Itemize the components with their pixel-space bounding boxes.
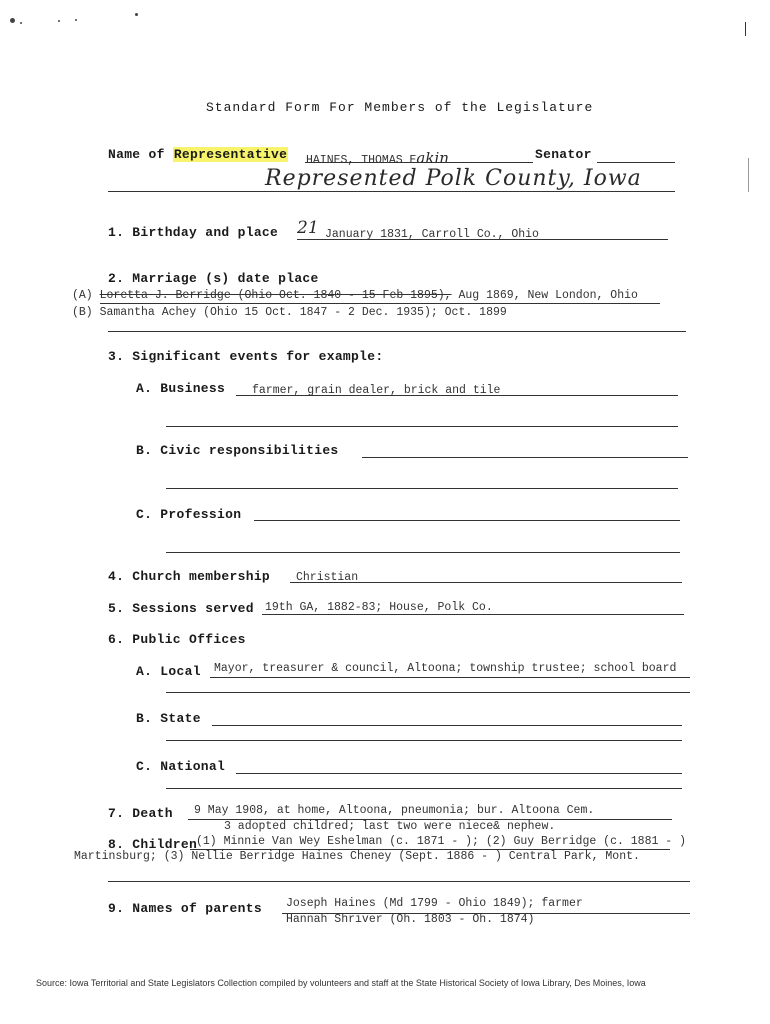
sessions-value: 19th GA, 1882-83; House, Polk Co. — [265, 601, 493, 614]
scan-speck — [10, 18, 15, 23]
profession-line-2 — [166, 552, 680, 553]
offices-label: 6. Public Offices — [108, 632, 246, 647]
scan-speck — [58, 20, 60, 22]
state-line — [212, 725, 682, 726]
sessions-label: 5. Sessions served — [108, 601, 254, 616]
national-label: C. National — [136, 759, 226, 774]
civic-line-2 — [166, 488, 678, 489]
events-label: 3. Significant events for example: — [108, 349, 384, 364]
name-handwritten: akin — [416, 149, 449, 167]
marriage-b: (B) Samantha Achey (Ohio 15 Oct. 1847 - 2 Dec. 1935); Oct. 1899 — [72, 306, 507, 319]
business-line — [236, 395, 678, 396]
marriage-label: 2. Marriage (s) date place — [108, 271, 319, 286]
death-label: 7. Death — [108, 806, 173, 821]
representative-highlight: Representative — [173, 147, 288, 162]
birthday-label: 1. Birthday and place — [108, 225, 279, 240]
birthday-line — [297, 239, 668, 240]
business-line-2 — [166, 426, 678, 427]
parents-label: 9. Names of parents — [108, 901, 262, 916]
father-value: Joseph Haines (Md 1799 - Ohio 1849); farmer — [286, 897, 583, 910]
note-line — [108, 191, 675, 192]
national-line-2 — [166, 788, 682, 789]
profession-line — [254, 520, 680, 521]
national-line — [236, 773, 682, 774]
civic-label: B. Civic responsibilities — [136, 443, 339, 458]
children-line-2 — [108, 881, 690, 882]
civic-line — [362, 457, 688, 458]
business-label: A. Business — [136, 381, 226, 396]
children-value: (1) Minnie Van Wey Eshelman (c. 1871 - ); (2) Guy Berridge (c. 1881 - ) — [196, 835, 686, 848]
children-value-2: Martinsburg; (3) Nellie Berridge Haines Cheney (Sept. 1886 - ) Central Park, Mont. — [74, 850, 640, 863]
local-line — [210, 677, 690, 678]
marriage-a-line — [100, 303, 660, 304]
edge-mark — [745, 22, 746, 36]
name-line — [305, 162, 533, 163]
mother-value: Hannah Shriver (Oh. 1803 - Oh. 1874) — [286, 913, 535, 926]
local-line-2 — [166, 692, 690, 693]
marriage-a — [72, 289, 638, 302]
children-label: 8. Children — [108, 837, 198, 852]
source-footer: Source: Iowa Territorial and State Legislators Collection compiled by volunteers and staff at the State Historical Society of Iowa Library, Des Moines, Iowa — [36, 978, 646, 988]
marriage-a-value: Aug 1869, New London, Ohio — [451, 289, 638, 302]
state-label: B. State — [136, 711, 201, 726]
profession-label: C. Profession — [136, 507, 242, 522]
scan-speck — [75, 19, 77, 21]
children-note: 3 adopted childred; last two were niece& nephew. — [224, 820, 556, 833]
state-line-2 — [166, 740, 682, 741]
scan-speck — [20, 22, 22, 24]
name-label — [108, 147, 288, 162]
marriage-b-line — [108, 331, 686, 332]
scan-speck — [135, 13, 138, 16]
name-label-prefix: Name of — [108, 147, 173, 162]
handwritten-note: Represented Polk County, Iowa — [265, 166, 642, 191]
form-title: Standard Form For Members of the Legislature — [206, 100, 594, 115]
name-value — [306, 149, 449, 167]
sessions-line — [262, 614, 684, 615]
death-value: 9 May 1908, at home, Altoona, pneumonia; bur. Altoona Cem. — [194, 804, 595, 817]
birthday-value: January 1831, Carroll Co., Ohio — [325, 228, 539, 241]
marriage-a-struck: Loretta J. Berridge (Ohio Oct. 1840 - 15 Feb 1895), — [99, 289, 452, 302]
edge-mark — [748, 158, 749, 192]
church-value: Christian — [296, 571, 359, 584]
senator-label: Senator — [535, 147, 592, 162]
local-value: Mayor, treasurer & council, Altoona; township trustee; school board — [214, 662, 677, 675]
senator-line — [597, 162, 675, 163]
birthday-day-handwritten: 21 — [297, 218, 319, 238]
local-label: A. Local — [136, 664, 201, 679]
church-label: 4. Church membership — [108, 569, 271, 584]
church-line — [290, 582, 682, 583]
business-value: farmer, grain dealer, brick and tile — [252, 384, 501, 397]
marriage-a-prefix: (A) — [72, 289, 100, 302]
name-typed: HAINES, THOMAS E — [306, 154, 417, 167]
